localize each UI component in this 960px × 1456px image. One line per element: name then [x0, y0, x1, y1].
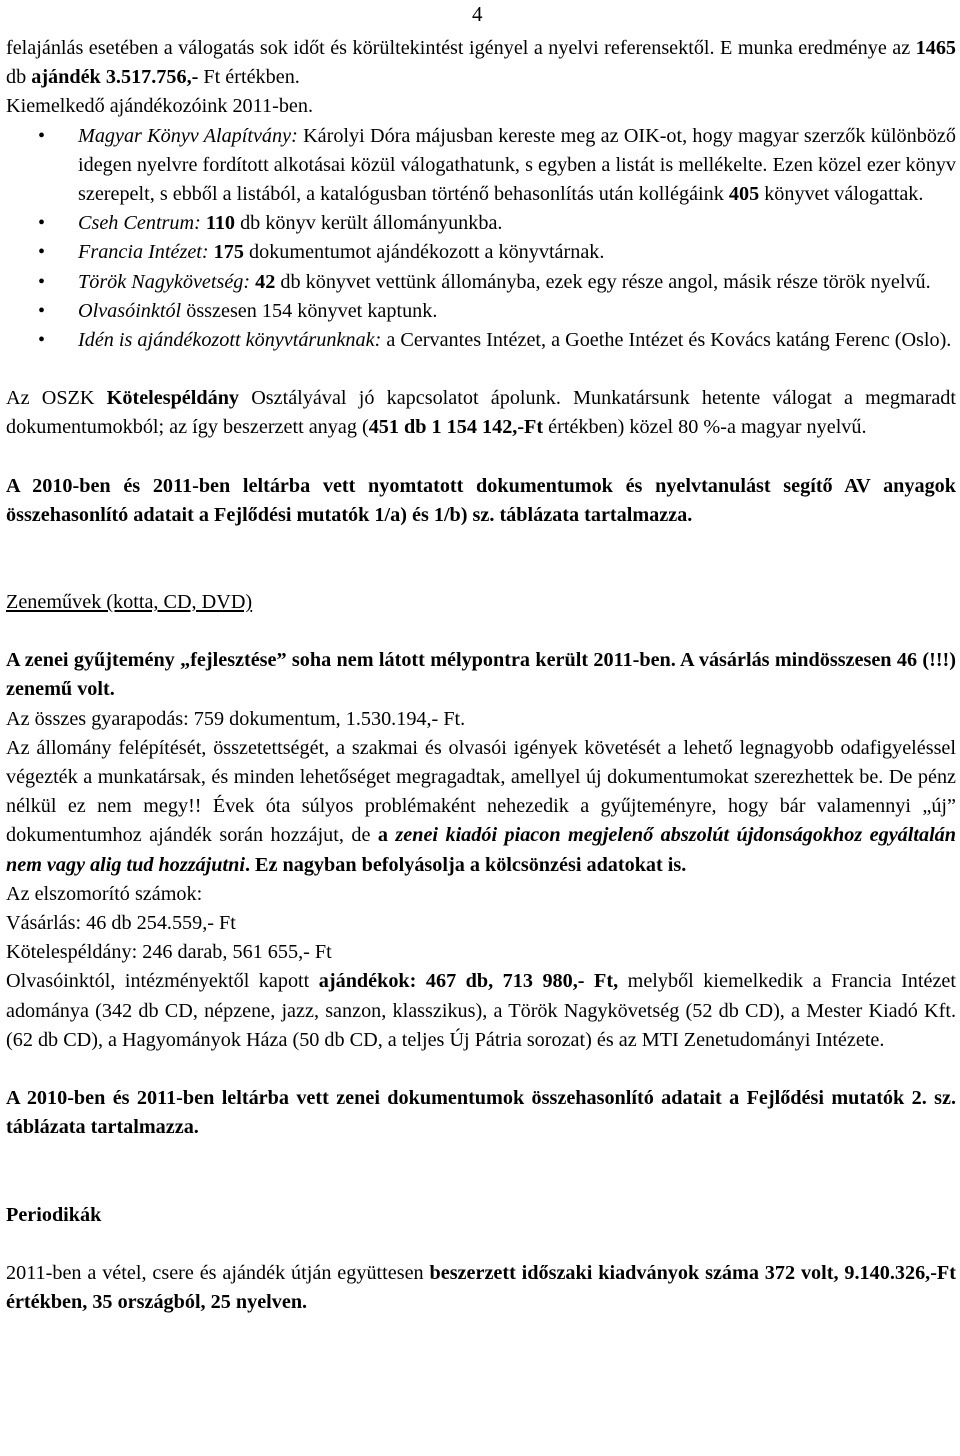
text-run: Ft értékben. — [198, 66, 300, 89]
paragraph — [6, 472, 956, 530]
paragraph — [6, 588, 956, 617]
text-run: Idén is ajándékozott könyvtárunknak: — [78, 329, 382, 352]
text-run: Osztályával jó kapcsolatot ápolunk. Munkatársunk hetente válogat a megmaradt dokumentumokból; az így beszerzett anyag ( — [6, 387, 956, 439]
text-run: 1465 — [915, 37, 956, 59]
paragraph — [6, 938, 956, 967]
text-run: Cseh Centrum: — [78, 212, 201, 235]
text-run: db könyv került állományunkba. — [235, 212, 503, 235]
text-run: Francia Intézet: — [78, 241, 209, 264]
text-run: Az összes gyarapodás: 759 dokumentum, 1.530.194,- Ft. — [6, 707, 466, 730]
text-run: db könyvet vettünk állományba, ezek egy része angol, másik része török nyelvű. — [275, 270, 931, 293]
text-run: Olvasóinktól, intézményektől kapott — [6, 970, 319, 993]
list-item — [6, 238, 956, 267]
text-run: Az elszomorító számok: — [6, 882, 203, 905]
paragraph — [6, 909, 956, 938]
donor-list — [6, 122, 956, 356]
text-run: A 2010-ben és 2011-ben leltárba vett zenei dokumentumok összehasonlító adatait a Fejlődési mutatók 2. sz. táblázata tartalmazza. — [6, 1087, 956, 1139]
list-item — [6, 326, 956, 355]
text-run: melyből kiemelkedik a Francia Intézet adománya (342 db CD, népzene, jazz, sanzon, klasszikus), a Török Nagykövetség (52 db CD), a Mester Kiadó Kft. (62 db CD), a Hagyományok Háza (50 db CD, a teljes Új Pátria sorozat) és az MTI Zenetudományi Intézete. — [6, 970, 957, 1051]
paragraph — [6, 967, 956, 1055]
paragraph — [6, 705, 956, 734]
paragraph — [6, 1084, 956, 1142]
text-run: a Cervantes Intézet, a Goethe Intézet és Kovács katáng Ferenc (Oslo). — [381, 329, 952, 352]
text-run: Vásárlás: 46 db 254.559,- Ft — [6, 912, 236, 935]
text-run: 405 — [728, 183, 760, 206]
text-run: értékben) közel 80 %-a magyar nyelvű. — [543, 416, 867, 439]
text-run: Kiemelkedő ajándékozóink 2011-ben. — [6, 95, 314, 118]
text-run: zenei kiadói piacon megjelenő abszolút újdonságokhoz egyáltalán nem vagy alig tud hozzájutni — [6, 824, 957, 876]
text-run: Az OSZK — [6, 387, 107, 410]
text-run: Magyar Könyv Alapítvány: — [78, 124, 298, 147]
text-run: Kötelespéldány — [106, 387, 240, 410]
text-run: A 2010-ben és 2011-ben leltárba vett nyomtatott dokumentumok és nyelvtanulást segítő AV anyagok összehasonlító adatait a Fejlődési mutatók 1/a) és 1/b) sz. táblázata tartalmazza. — [6, 474, 956, 526]
text-run: 110 — [205, 212, 236, 235]
text-run: könyvet válogattak. — [759, 183, 924, 206]
paragraph — [6, 1259, 956, 1317]
paragraph — [6, 734, 956, 880]
text-run: 2011-ben a vétel, csere és ajándék útján együttesen — [6, 1261, 430, 1284]
document-body — [6, 0, 956, 1317]
text-run: Az állomány felépítését, összetettségét, a szakmai és olvasói igények követését a lehető legnagyobb odafigyeléssel végezték a munkatársak, és minden lehetőséget megragadtak, amellyel új dokumentumokat szerezhettek be. De pénz nélkül ez nem megy!! Évek óta súlyos problémaként nehezedik a gyűjteményre, hogy bár valamennyi „új” dokumentumhoz ajándék során hozzájut, de — [6, 736, 956, 847]
text-run: . Ez nagyban befolyásolja a kölcsönzési adatokat is. — [244, 853, 687, 876]
paragraph — [6, 0, 956, 92]
paragraph — [6, 646, 956, 704]
text-run: a — [377, 824, 396, 847]
paragraph — [6, 92, 956, 121]
text-run: 451 db 1 154 142,-Ft — [368, 416, 544, 439]
paragraph — [6, 880, 956, 909]
text-run: ajándék 3.517.756,- — [31, 66, 199, 89]
text-run: db — [6, 66, 32, 89]
text-run: Olvasóinktól — [78, 299, 182, 322]
text-run: beszerzett időszaki kiadványok száma 372 volt, 9.140.326,-Ft értékben, 35 országból, 25 nyelven. — [6, 1261, 956, 1313]
text-run: összesen 154 könyvet kaptunk. — [181, 299, 438, 322]
page-number: 4 — [472, 2, 483, 26]
text-run: Zeneművek (kotta, CD, DVD) — [6, 591, 253, 614]
paragraph — [6, 384, 956, 442]
text-run: Kötelespéldány: 246 darab, 561 655,- Ft — [6, 941, 332, 964]
text-run: A zenei gyűjtemény „fejlesztése” soha nem látott mélypontra került 2011-ben. A vásárlás mindösszesen 46 (!!!) zenemű volt. — [6, 649, 956, 701]
list-item — [6, 268, 956, 297]
text-run: dokumentumot ajándékozott a könyvtárnak. — [243, 241, 605, 264]
text-run: Török Nagykövetség: — [78, 270, 251, 293]
text-run: Károlyi Dóra májusban kereste meg az OIK-ot, hogy magyar szerzők különböző idegen nyelvre fordított alkotásai közül válogathatunk, s egyben a listát is mellékelte. Ezen közel ezer könyv szerepelt, s ebből a listából, a katalógusban történő behasonlítás után kollégáink — [78, 124, 956, 206]
list-item — [6, 209, 956, 238]
paragraph — [6, 1201, 956, 1230]
list-item — [6, 297, 956, 326]
text-run: Periodikák — [6, 1203, 102, 1226]
list-item — [6, 122, 956, 210]
text-run: 42 — [255, 270, 276, 293]
text-run: felajánlás esetében a válogatás sok időt és körültekintést igényel a nyelvi referensektől. E munka eredménye az — [6, 37, 916, 59]
text-run: ajándékok: 467 db, 713 980,- Ft, — [318, 970, 619, 993]
text-run: 175 — [213, 241, 244, 264]
